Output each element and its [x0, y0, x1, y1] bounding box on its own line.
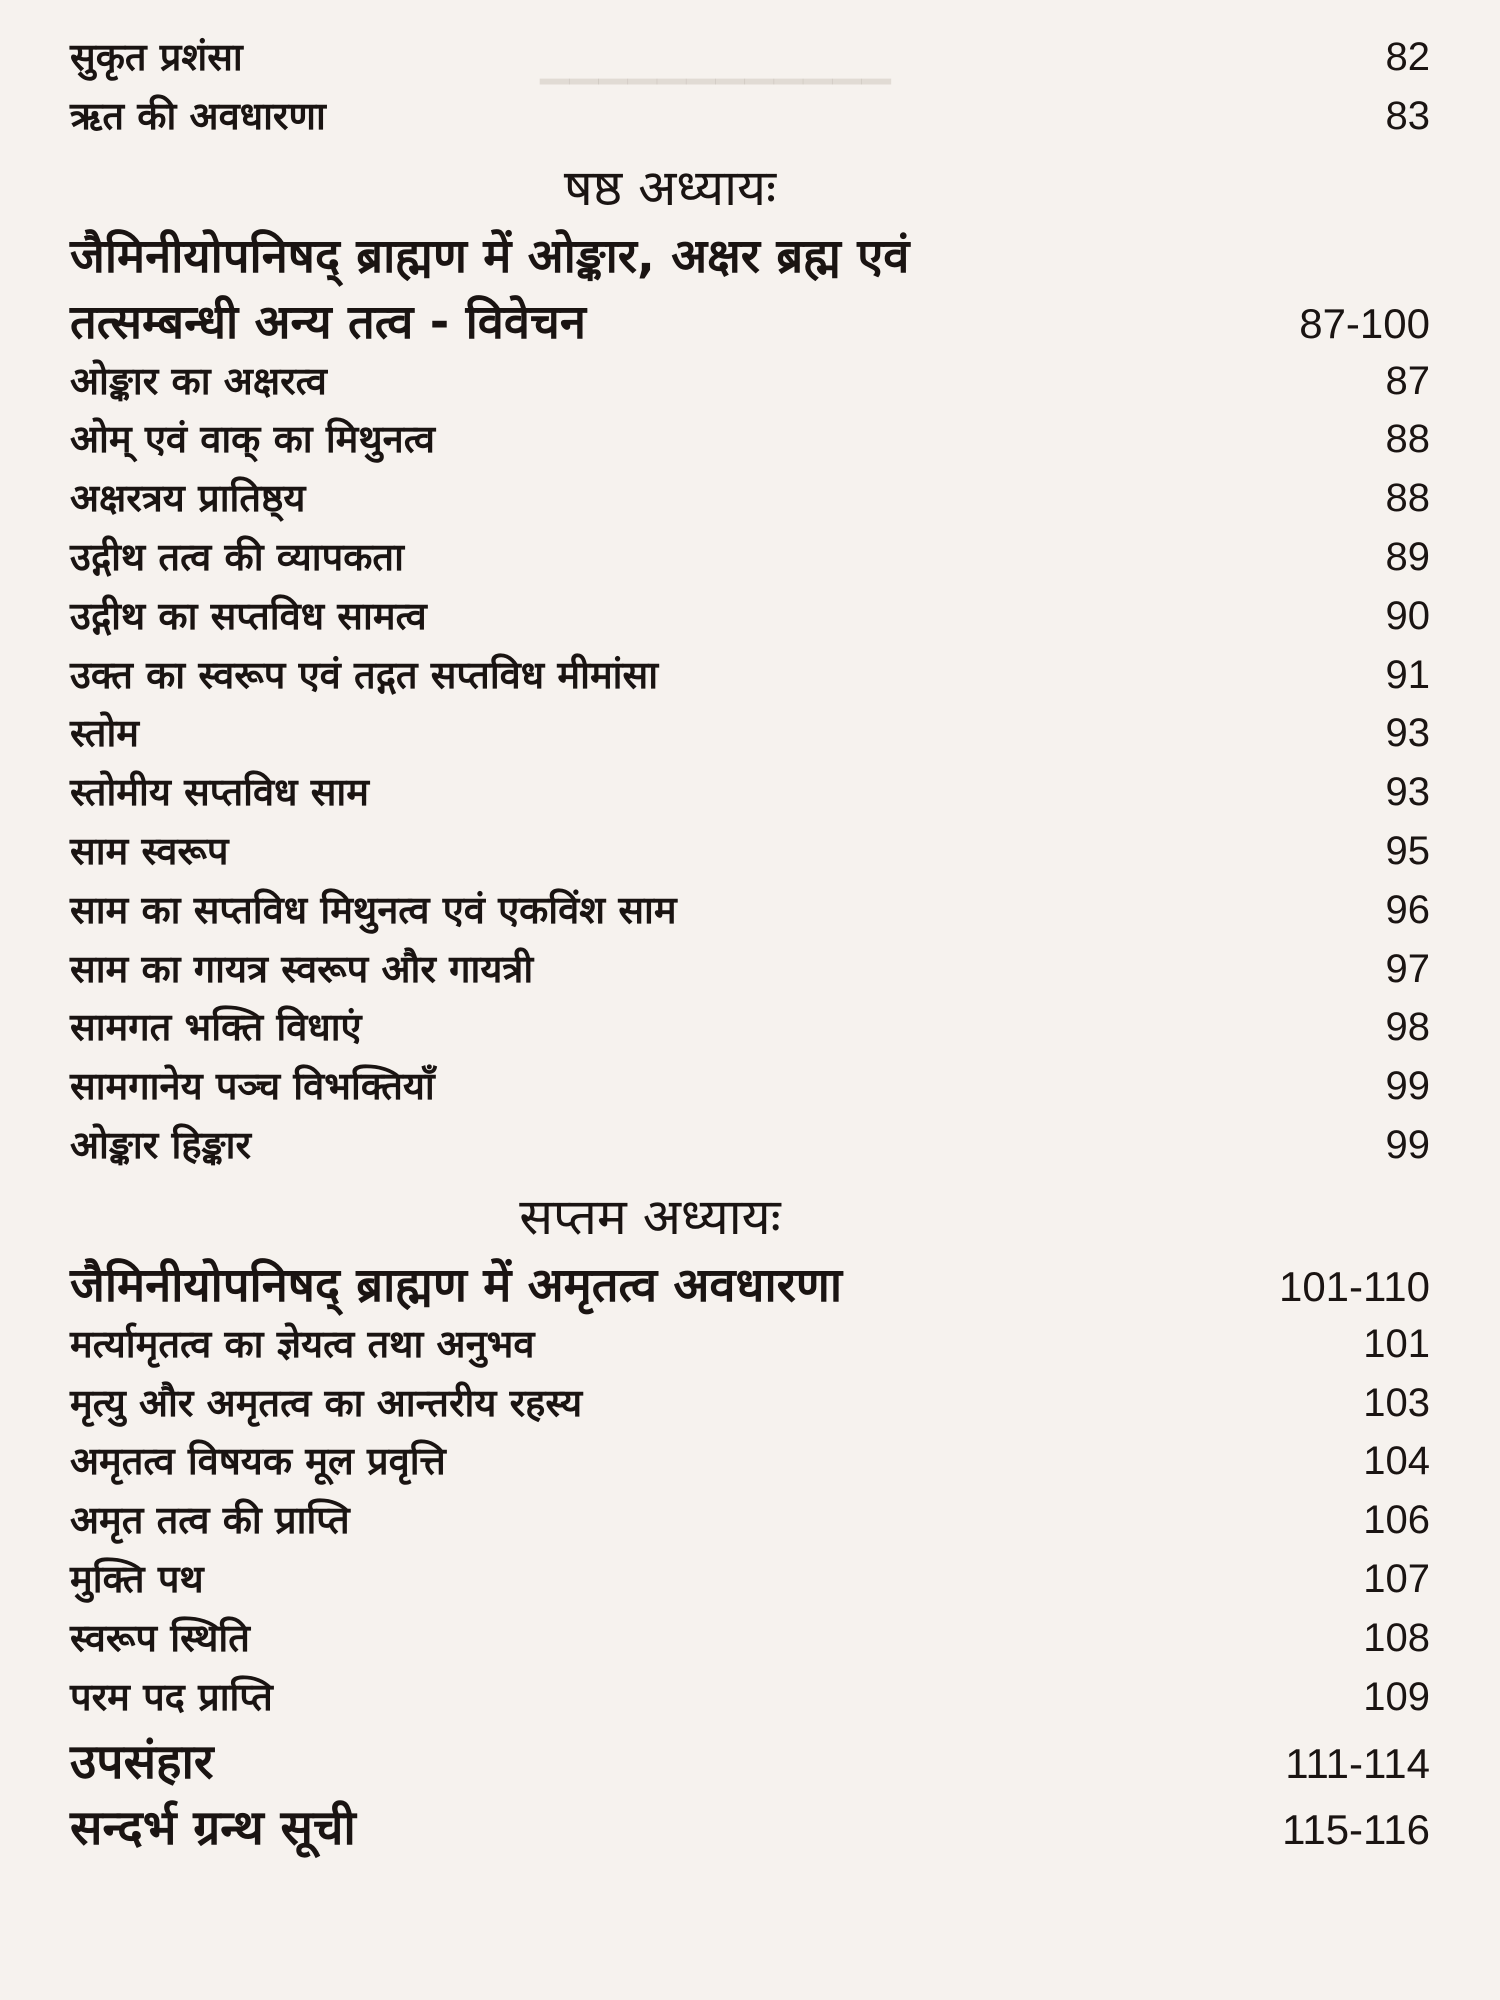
- entry-title: स्वरूप स्थिति: [70, 1615, 250, 1660]
- entry-title: उद्गीथ तत्व की व्यापकता: [70, 534, 404, 579]
- entry-title: साम का गायत्र स्वरूप और गायत्री: [70, 946, 534, 991]
- entry-title: अमृत तत्व की प्राप्ति: [70, 1498, 350, 1543]
- toc-entry: [70, 1552, 1430, 1611]
- toc-entry: [70, 765, 1430, 824]
- entry-page: 99: [1385, 1122, 1430, 1167]
- entry-page: 109: [1363, 1674, 1430, 1719]
- entry-page: 115-116: [1282, 1806, 1430, 1854]
- entry-page: 111-114: [1285, 1740, 1430, 1788]
- entry-page: 87: [1385, 358, 1430, 403]
- toc-entry: [70, 942, 1430, 1001]
- entry-title: ओङ्कार का अक्षरत्व: [70, 358, 327, 403]
- entry-page: 103: [1363, 1380, 1430, 1425]
- chapter-title-line2: [70, 288, 1430, 354]
- toc-entry: [70, 1493, 1430, 1552]
- toc-entry: [70, 1611, 1430, 1670]
- chapter-title-line1: [70, 222, 1430, 288]
- toc-entry: [70, 530, 1430, 589]
- entry-title: ओम् एवं वाक् का मिथुनत्व: [70, 417, 435, 462]
- chapter-pages: 87-100: [1299, 299, 1430, 347]
- entry-page: 89: [1385, 534, 1430, 579]
- entry-title: अमृतत्व विषयक मूल प्रवृत्ति: [70, 1439, 446, 1484]
- entry-page: 90: [1385, 593, 1430, 638]
- toc-entry: [70, 1000, 1430, 1059]
- entry-page: 91: [1385, 652, 1430, 697]
- entry-title: सुकृत प्रशंसा: [70, 35, 243, 79]
- chapter-pages: 101-110: [1278, 1262, 1430, 1310]
- entry-title: साम स्वरूप: [70, 828, 229, 873]
- entry-page: 107: [1363, 1556, 1430, 1601]
- entry-page: 96: [1385, 887, 1430, 932]
- bleed-through-decoration: ▁▁▁▁▁▁▁▁▁▁▁▁: [540, 40, 891, 84]
- entry-page: 106: [1363, 1498, 1430, 1543]
- chapter-title-text: जैमिनीयोपनिषद् ब्राह्मण में अमृतत्व अवधारणा: [70, 1257, 843, 1313]
- toc-entry: [70, 824, 1430, 883]
- entry-page: 104: [1363, 1439, 1430, 1484]
- entry-page: 97: [1385, 946, 1430, 991]
- toc-entry: [70, 1376, 1430, 1435]
- chapter-heading: षष्ठ अध्यायः: [563, 158, 777, 217]
- entry-title: स्तोमीय सप्तविध साम: [70, 770, 369, 815]
- entry-title: उद्गीथ का सप्तविध सामत्व: [70, 593, 427, 638]
- toc-entry: [70, 1670, 1430, 1729]
- entry-page: 108: [1363, 1615, 1430, 1660]
- toc-entry: [70, 1118, 1430, 1177]
- entry-title: स्तोम: [70, 711, 140, 756]
- entry-title: मृत्यु और अमृतत्व का आन्तरीय रहस्य: [70, 1380, 583, 1425]
- toc-entry: [70, 648, 1430, 707]
- toc-entry: [70, 589, 1430, 648]
- entry-title: ऋत की अवधारणा: [70, 93, 326, 138]
- chapter-title-line: [70, 1251, 1430, 1317]
- toc-entry: [70, 883, 1430, 942]
- entry-page: 98: [1385, 1005, 1430, 1050]
- entry-page: 88: [1385, 476, 1430, 521]
- entry-title: अक्षरत्रय प्रातिष्ठ्य: [70, 476, 306, 521]
- entry-title: ओङ्कार हिङ्कार: [70, 1122, 251, 1167]
- toc-entry: [70, 30, 1430, 89]
- entry-title: सामगत भक्ति विधाएं: [70, 1005, 362, 1050]
- entry-page: 93: [1385, 770, 1430, 815]
- chapter-title-text: तत्सम्बन्धी अन्य तत्व - विवेचन: [70, 294, 586, 350]
- entry-page: 82: [1385, 35, 1430, 79]
- toc-entry-major: [70, 1794, 1430, 1860]
- toc-entry: [70, 89, 1430, 148]
- entry-title: उक्त का स्वरूप एवं तद्गत सप्तविध मीमांसा: [70, 652, 659, 697]
- toc-entry: [70, 412, 1430, 471]
- entry-title: सन्दर्भ ग्रन्थ सूची: [70, 1800, 356, 1857]
- chapter-title-text: जैमिनीयोपनिषद् ब्राह्मण में ओङ्कार, अक्षर ब्रह्म एवं: [70, 228, 910, 284]
- entry-page: 83: [1385, 93, 1430, 138]
- entry-title: सामगानेय पञ्च विभक्तियाँ: [70, 1064, 435, 1109]
- toc-entry: [70, 1434, 1430, 1493]
- toc-entry: [70, 1317, 1430, 1376]
- entry-page: 93: [1385, 711, 1430, 756]
- chapter-heading: सप्तम अध्यायः: [519, 1187, 781, 1246]
- entry-page: 99: [1385, 1064, 1430, 1109]
- entry-title: मुक्ति पथ: [70, 1556, 204, 1601]
- toc-entry-major: [70, 1728, 1430, 1794]
- entry-page: 101: [1363, 1321, 1430, 1366]
- entry-title: उपसंहार: [70, 1734, 214, 1791]
- toc-entry: [70, 1059, 1430, 1118]
- entry-page: 95: [1385, 828, 1430, 873]
- entry-page: 88: [1385, 417, 1430, 462]
- toc-entry: [70, 471, 1430, 530]
- entry-title: मर्त्यामृतत्व का ज्ञेयत्व तथा अनुभव: [70, 1321, 535, 1366]
- toc-entry: [70, 354, 1430, 413]
- toc-entry: [70, 706, 1430, 765]
- entry-title: साम का सप्तविध मिथुनत्व एवं एकविंश साम: [70, 887, 677, 932]
- entry-title: परम पद प्राप्ति: [70, 1674, 273, 1719]
